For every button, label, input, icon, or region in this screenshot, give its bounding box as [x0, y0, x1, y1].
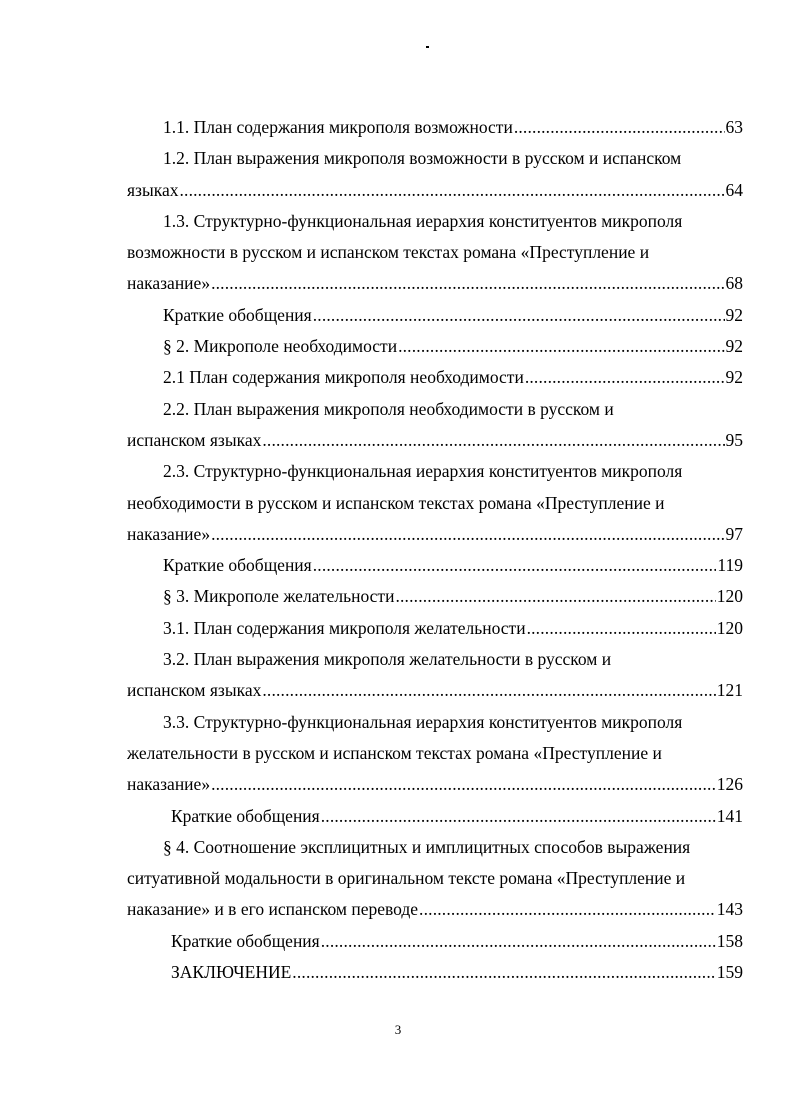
toc-page-number: 95 — [725, 429, 743, 450]
dot-leader — [211, 519, 724, 550]
toc-line: 2.3. Структурно-функциональная иерархия конституентов микрополя — [163, 461, 683, 482]
toc-entry[interactable] — [127, 394, 743, 457]
toc-line: наказание» . . . 126 — [127, 769, 743, 800]
toc-line: § 4. Соотношение эксплицитных и имплицитных способов выражения — [163, 836, 691, 857]
toc-entry[interactable] — [127, 362, 743, 393]
toc-page-number: 141 — [716, 805, 743, 826]
toc-line: Краткие обобщения . . . 141 — [171, 801, 743, 832]
toc-entry[interactable] — [127, 300, 743, 331]
toc-page-number: 68 — [725, 273, 743, 294]
page-number: 3 — [394, 1022, 402, 1037]
dot-leader — [321, 801, 716, 832]
toc-line: наказание» и в его испанском переводе . . . 143 — [127, 894, 743, 925]
toc-entry[interactable] — [127, 456, 743, 550]
dot-leader — [313, 550, 717, 581]
toc-page-number: 159 — [716, 962, 743, 983]
toc-line: 1.3. Структурно-функциональная иерархия конституентов микрополя — [163, 210, 683, 231]
toc-page-number: 97 — [725, 523, 743, 544]
toc-line: 1.2. План выражения микрополя возможности в русском и испанском — [163, 148, 682, 169]
toc-line: языках . . . 64 — [127, 175, 743, 206]
toc-line: наказание» . . . 97 — [127, 519, 743, 550]
dot-leader — [211, 268, 724, 299]
dot-leader — [262, 425, 724, 456]
scan-speck — [426, 46, 429, 48]
dot-leader — [292, 957, 715, 988]
toc-line: § 2. Микрополе необходимости . . . 92 — [163, 331, 743, 362]
toc-line: 2.1 План содержания микрополя необходимости . . . 92 — [163, 362, 743, 393]
toc-entry[interactable] — [127, 613, 743, 644]
toc-entry[interactable] — [127, 707, 743, 801]
toc-page-number: 126 — [716, 774, 743, 795]
toc-entry[interactable] — [127, 143, 743, 206]
toc-page-number: 64 — [725, 179, 743, 200]
toc-line: наказание» . . . 68 — [127, 268, 743, 299]
toc-page-number: 92 — [725, 367, 743, 388]
dot-leader — [313, 300, 725, 331]
toc-line: ЗАКЛЮЧЕНИЕ . . . 159 — [171, 957, 743, 988]
toc-page-number: 121 — [716, 680, 743, 701]
toc-line: 3.1. План содержания микрополя желательности . . . 120 — [163, 613, 743, 644]
toc-line: Краткие обобщения . . . 158 — [171, 926, 743, 957]
dot-leader — [525, 362, 725, 393]
toc-entry[interactable] — [127, 206, 743, 300]
dot-leader — [398, 331, 724, 362]
toc-line: Краткие обобщения . . . 119 — [163, 550, 743, 581]
toc-entry[interactable] — [127, 550, 743, 581]
dot-leader — [262, 675, 715, 706]
toc-page-number: 158 — [716, 930, 743, 951]
toc-entry[interactable] — [127, 644, 743, 707]
toc-line: 3.2. План выражения микрополя желательности в русском и — [163, 649, 612, 670]
toc-line: 2.2. План выражения микрополя необходимости в русском и — [163, 398, 614, 419]
toc-page-number: 120 — [716, 617, 743, 638]
dot-leader — [419, 894, 716, 925]
toc-entry[interactable] — [127, 331, 743, 362]
toc-entry[interactable] — [127, 832, 743, 926]
toc-line: § 3. Микрополе желательности . . . 120 — [163, 581, 743, 612]
toc-line: 3.3. Структурно-функциональная иерархия конституентов микрополя — [163, 711, 683, 732]
toc-line: испанском языках . . . 121 — [127, 675, 743, 706]
toc-page-number: 92 — [725, 336, 743, 357]
toc-page-number: 119 — [717, 555, 743, 576]
dot-leader — [211, 769, 716, 800]
toc-page-number: 143 — [716, 899, 743, 920]
toc-entry[interactable] — [127, 112, 743, 143]
toc-line: 1.1. План содержания микрополя возможности . . . 63 — [163, 112, 743, 143]
toc-line: желательности в русском и испанском текстах романа «Преступление и — [127, 742, 662, 763]
toc-line: необходимости в русском и испанском текстах романа «Преступление и — [127, 492, 665, 513]
dot-leader — [321, 926, 716, 957]
table-of-contents — [127, 112, 743, 988]
toc-entry[interactable] — [127, 957, 743, 988]
dot-leader — [514, 112, 725, 143]
toc-page-number: 63 — [725, 117, 743, 137]
toc-line: возможности в русском и испанском текстах романа «Преступление и — [127, 242, 650, 263]
toc-line: ситуативной модальности в оригинальном тексте романа «Преступление и — [127, 868, 686, 889]
dot-leader — [527, 613, 716, 644]
dot-leader — [179, 175, 724, 206]
toc-entry[interactable] — [127, 926, 743, 957]
toc-line: Краткие обобщения . . . 92 — [163, 300, 743, 331]
toc-entry[interactable] — [127, 581, 743, 612]
dot-leader — [395, 581, 715, 612]
toc-page-number: 92 — [725, 304, 743, 325]
toc-page-number: 120 — [716, 586, 743, 607]
toc-entry[interactable] — [127, 801, 743, 832]
toc-line: испанском языках . . . 95 — [127, 425, 743, 456]
